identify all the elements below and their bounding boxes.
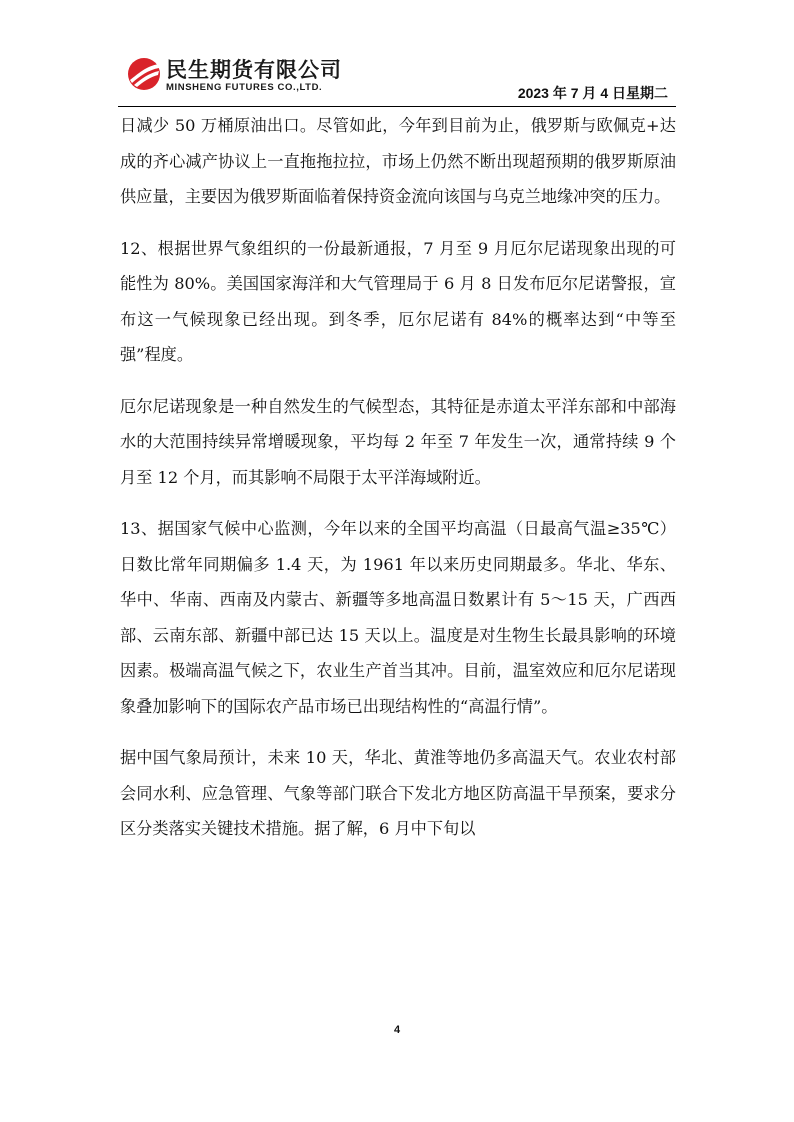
company-logo (126, 54, 366, 100)
page-body (120, 108, 676, 863)
paragraph: 日减少 50 万桶原油出口。尽管如此，今年到目前为止，俄罗斯与欧佩克+达成的齐心减产协议上一直拖拖拉拉，市场上仍然不断出现超预期的俄罗斯原油供应量，主要因为俄罗斯面临着保持资金流向该国与乌克兰地缘冲突的压力。 (120, 116, 676, 206)
report-date: 2023 年 7 月 4 日星期二 (517, 85, 668, 101)
minsheng-logo-icon (126, 56, 162, 92)
page-header (0, 0, 794, 110)
paragraph: 厄尔尼诺现象是一种自然发生的气候型态，其特征是赤道太平洋东部和中部海水的大范围持续异常增暖现象，平均每 2 年至 7 年发生一次，通常持续 9 个月至 12 个月，而其影响不局限于太平洋海域附近。 (120, 396, 676, 487)
paragraph: 13、据国家气候中心监测，今年以来的全国平均高温（日最高气温≥35℃）日数比常年同期偏多 1.4 天，为 1961 年以来历史同期最多。华北、华东、华中、华南、西南及内蒙古、新疆等多地高温日数累计有 5～15 天，广西西部、云南东部、新疆中部已达 15 天以上。温度是对生物生长最具影响的环境因素。极端高温气候之下，农业生产首当其冲。目前，温室效应和厄尔尼诺现象叠加影响下的国际农产品市场已出现结构性的“高温行情”。 (120, 519, 676, 716)
paragraph: 据中国气象局预计，未来 10 天，华北、黄淮等地仍多高温天气。农业农村部会同水利、应急管理、气象等部门联合下发北方地区防高温干旱预案，要求分区分类落实关键技术措施。据了解，6 月中下旬以 (120, 748, 676, 838)
company-name-en: MINSHENG FUTURES CO.,LTD. (166, 82, 323, 93)
paragraph: 12、根据世界气象组织的一份最新通报，7 月至 9 月厄尔尼诺现象出现的可能性为 80%。美国国家海洋和大气管理局于 6 月 8 日发布厄尔尼诺警报，宣布这一气候现象已经出现。到冬季，厄尔尼诺有 84%的概率达到“中等至强”程度。 (120, 238, 676, 364)
company-name-cn: 民生期货有限公司 (166, 58, 342, 82)
page-number: 4 (393, 1024, 401, 1036)
header-divider (118, 106, 676, 107)
